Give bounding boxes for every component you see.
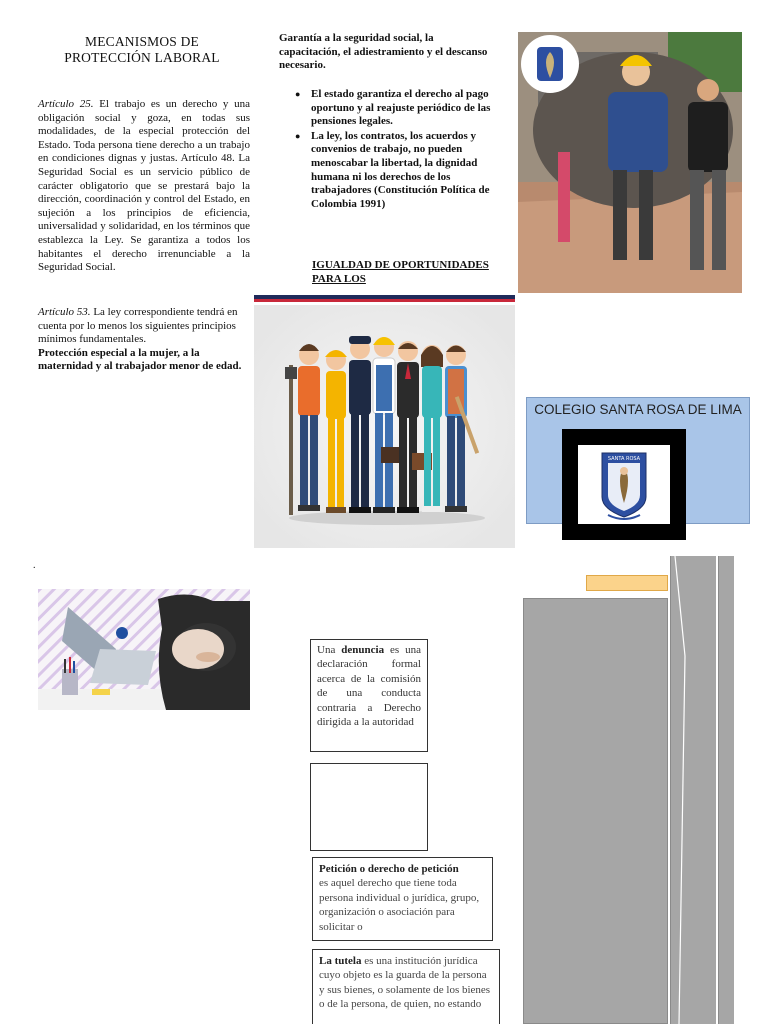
- rights-list: [293, 88, 511, 212]
- title-line-2: PROTECCIÓN LABORAL: [64, 50, 220, 65]
- gray-panel-narrow: [718, 556, 734, 1024]
- tutela-definition-box: [312, 949, 500, 1024]
- guarantee-intro: Garantía a la seguridad social, la capacitación, el adiestramiento y el descanso necesario.: [279, 32, 488, 72]
- empty-box: [310, 763, 428, 851]
- tutela-text: es una institución jurídica cuyo objeto es la guarda de la persona y sus bienes, o solamente de los bienes o de la persona, de quien, no estando: [319, 955, 491, 1011]
- stray-mark: .: [33, 560, 36, 571]
- pregnant-worker-photo: [38, 589, 250, 710]
- worker-photo-drawing: [518, 32, 742, 293]
- denuncia-text: es una declaración formal acerca de la comisión de una conducta contraria a Derecho dirigida a la autoridad: [317, 644, 422, 729]
- tutela-term: La tutela: [319, 955, 362, 967]
- peticion-definition-box: [312, 857, 493, 941]
- equality-heading: IGUALDAD DE OPORTUNIDADES PARA LOS: [312, 259, 489, 285]
- article-25-text: El trabajo es un derecho y una obligación social y goza, en todas sus modalidades, de la especial protección del Estado. Toda persona tiene derecho a un trabajo en condiciones dignas y justas. Artículo 48. La Seguridad Social es un servicio público de carácter obligatorio que se prestará bajo la dirección, coordinación y control del Estado, en sujeción a los principios de eficiencia, universalidad y solidaridad, en los términos que establezca la Ley. Se garantiza a todos los habitantes el derecho irrenunciable a la Seguridad Social.: [38, 98, 250, 274]
- crest-text: SANTA ROSA: [607, 456, 641, 462]
- denuncia-prefix: Una: [317, 644, 342, 656]
- orange-bar: [586, 575, 668, 591]
- peticion-text: es aquel derecho que tiene toda persona individual o jurídica, grupo, organización o asociación para solicitar o: [319, 877, 480, 933]
- pregnant-worker-drawing: [38, 589, 250, 710]
- school-name: COLEGIO SANTA ROSA DE LIMA: [534, 402, 742, 417]
- school-logo: [578, 445, 670, 524]
- list-item: ● La ley, los contratos, los acuerdos y convenios de trabajo, no pueden menoscabar la libertad, la dignidad humana ni los derechos de los trabajadores (Constitución Política de Colombia 1991): [311, 130, 511, 212]
- peticion-term: Petición o derecho de petición: [319, 863, 459, 875]
- gray-panel: [523, 598, 668, 1024]
- article-25-paragraph: [38, 98, 250, 275]
- list-item: ● El estado garantiza el derecho al pago oportuno y al reajuste periódico de las pensiones legales.: [311, 88, 511, 129]
- section-title: [36, 34, 248, 66]
- article-53-bold-text: Protección especial a la mujer, a la maternidad y al trabajador menor de edad.: [38, 346, 242, 373]
- denuncia-definition-box: [310, 639, 428, 752]
- article-25-label: Artículo 25.: [38, 98, 94, 110]
- school-crest-icon: [578, 445, 670, 524]
- workers-drawing: [254, 305, 515, 548]
- workers-illustration: [254, 305, 515, 548]
- article-53-paragraph: [38, 306, 250, 374]
- title-line-1: MECANISMOS DE: [85, 34, 199, 49]
- article-53-text: La ley correspondiente tendrá en cuenta por lo menos los siguientes principios mínimos fundamentales.: [38, 306, 238, 346]
- panel-fold-line: [671, 556, 717, 1024]
- gray-panel-tall: [670, 556, 716, 1024]
- banner-stripe-red: [254, 299, 515, 302]
- article-53-label: Artículo 53.: [38, 306, 91, 318]
- worker-photo: [518, 32, 742, 293]
- denuncia-term: denuncia: [341, 644, 385, 656]
